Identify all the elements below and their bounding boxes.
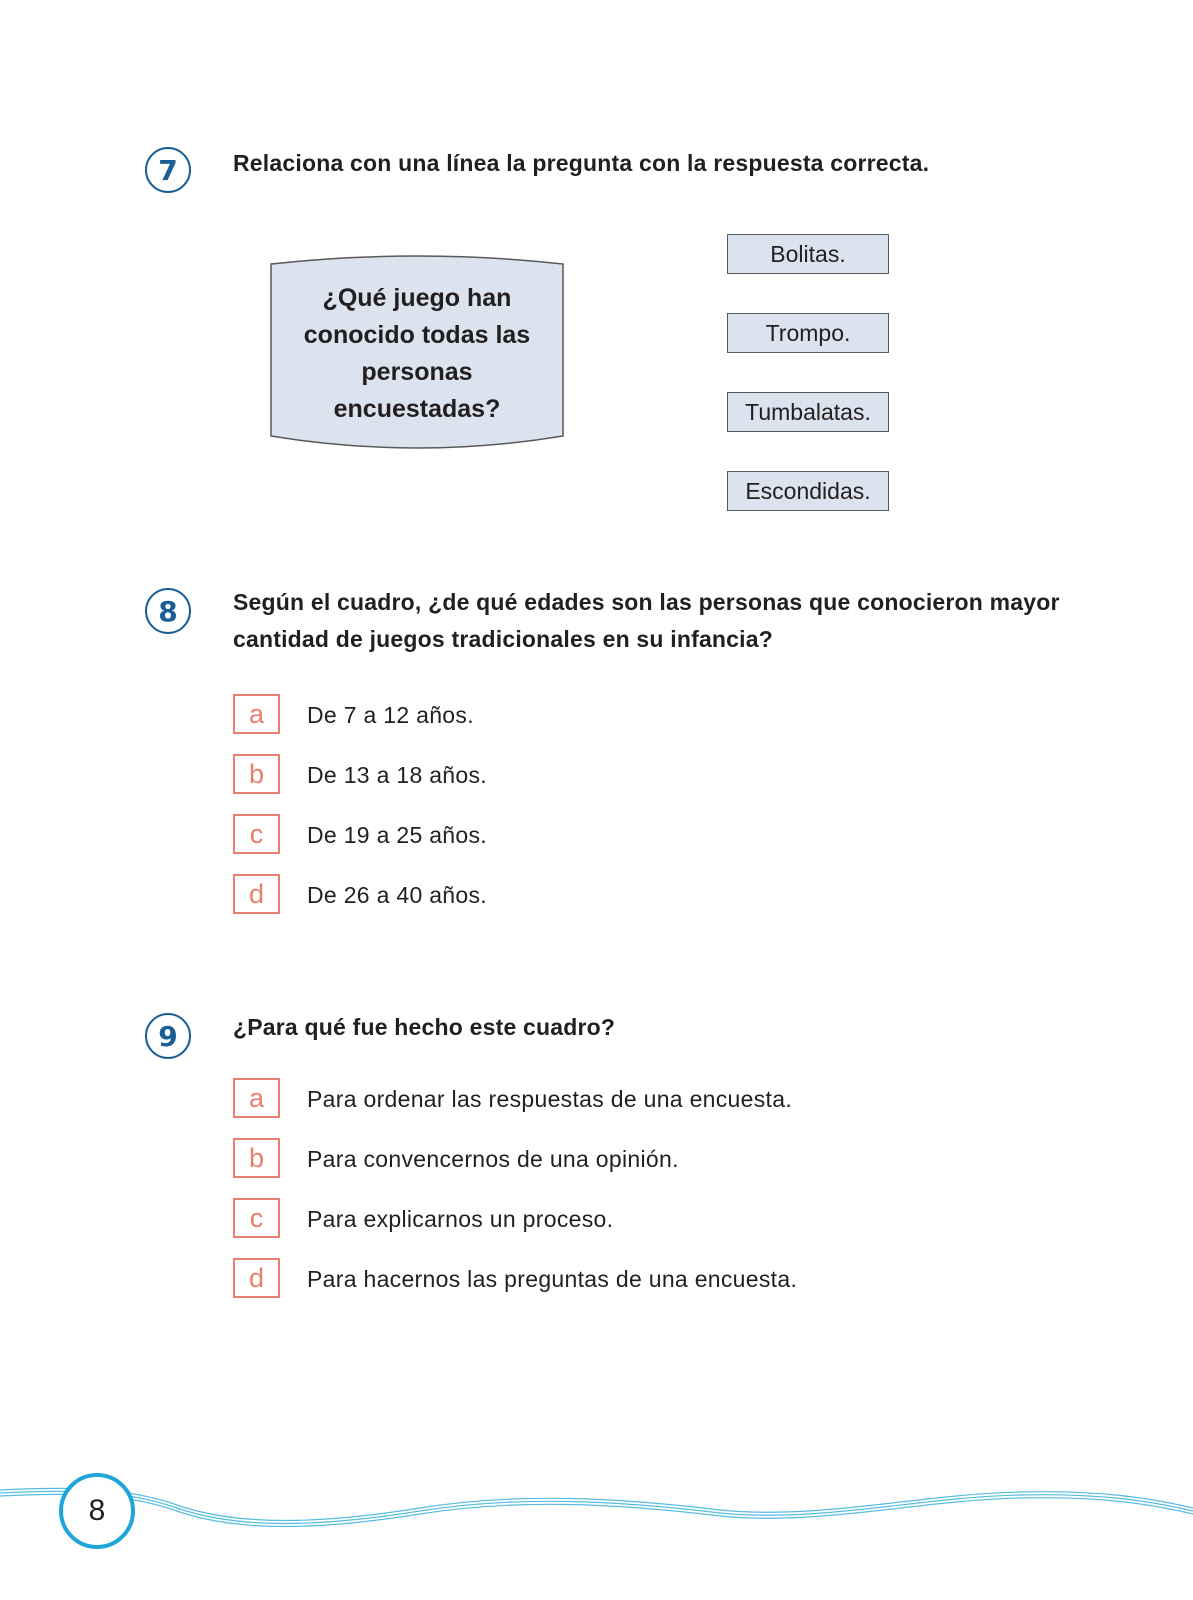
q9-option-c[interactable] — [233, 1198, 1133, 1238]
answer-box-escondidas[interactable]: Escondidas. — [727, 471, 889, 511]
option-letter[interactable]: a — [233, 1078, 280, 1118]
question-9-number: 9 — [145, 1013, 191, 1059]
q9-option-b[interactable] — [233, 1138, 1133, 1178]
option-text: Para explicarnos un proceso. — [307, 1206, 614, 1232]
q8-option-a[interactable] — [233, 694, 1133, 734]
option-letter[interactable]: d — [233, 874, 280, 914]
question-9-text: ¿Para qué fue hecho este cuadro? — [233, 1014, 616, 1040]
q8-option-d[interactable] — [233, 874, 1133, 914]
option-letter[interactable]: a — [233, 694, 280, 734]
question-7-number: 7 — [145, 147, 191, 193]
page-number: 8 — [59, 1473, 135, 1549]
option-letter[interactable]: c — [233, 814, 280, 854]
option-letter[interactable]: d — [233, 1258, 280, 1298]
q8-option-b[interactable] — [233, 754, 1133, 794]
option-text: De 26 a 40 años. — [307, 882, 487, 908]
question-7-box-text: ¿Qué juego han conocido todas las personas encuestadas? — [303, 284, 531, 423]
option-text: Para hacernos las preguntas de una encuesta. — [307, 1266, 798, 1292]
q8-option-c[interactable] — [233, 814, 1133, 854]
option-letter[interactable]: b — [233, 754, 280, 794]
option-text: De 19 a 25 años. — [307, 822, 487, 848]
question-7-box — [270, 254, 564, 454]
footer-wave-decoration — [0, 1468, 1193, 1548]
answer-box-tumbalatas[interactable]: Tumbalatas. — [727, 392, 889, 432]
option-text: De 13 a 18 años. — [307, 762, 487, 788]
option-text: Para ordenar las respuestas de una encuesta. — [307, 1086, 793, 1112]
option-text: Para convencernos de una opinión. — [307, 1146, 679, 1172]
question-7-instruction: Relaciona con una línea la pregunta con la respuesta correcta. — [233, 150, 930, 176]
option-letter[interactable]: b — [233, 1138, 280, 1178]
question-8-number: 8 — [145, 588, 191, 634]
q9-option-d[interactable] — [233, 1258, 1133, 1298]
answer-box-bolitas[interactable]: Bolitas. — [727, 234, 889, 274]
option-letter[interactable]: c — [233, 1198, 280, 1238]
answer-box-trompo[interactable]: Trompo. — [727, 313, 889, 353]
question-8-text: Según el cuadro, ¿de qué edades son las personas que conocieron mayor cantidad de juegos tradicionales en su infancia? — [233, 589, 1060, 652]
option-text: De 7 a 12 años. — [307, 702, 474, 728]
q9-option-a[interactable] — [233, 1078, 1133, 1118]
